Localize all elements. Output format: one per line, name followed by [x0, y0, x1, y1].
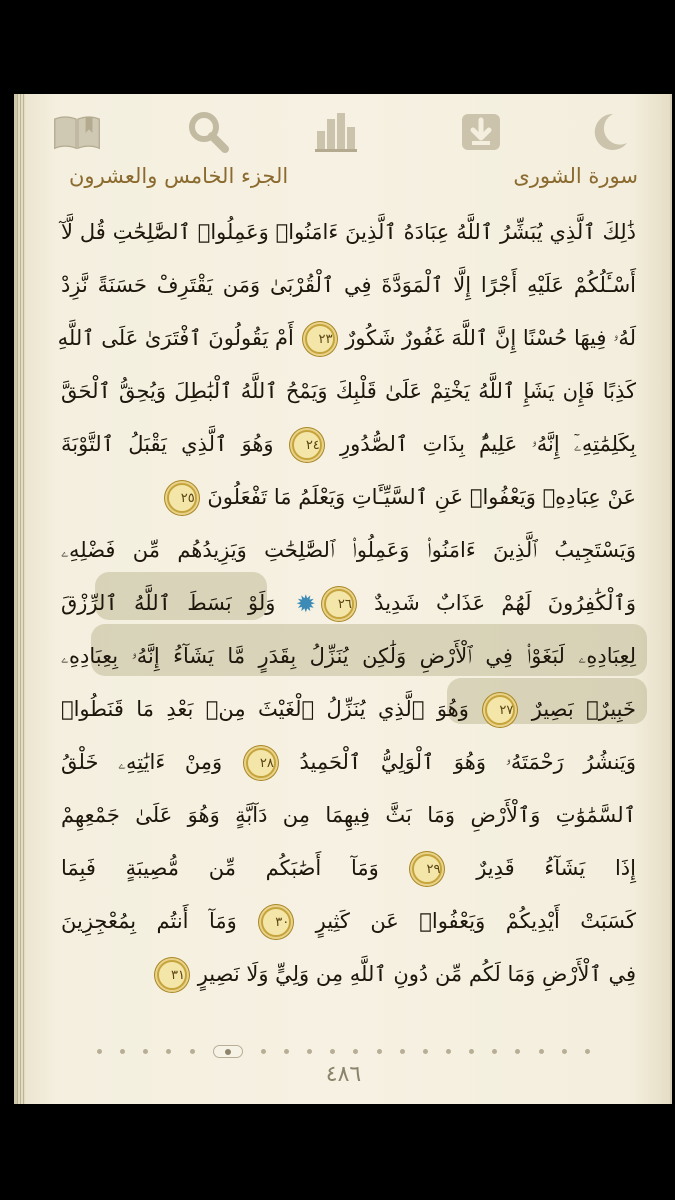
ayah-line[interactable]: [57, 524, 640, 577]
ayah-line[interactable]: [57, 418, 640, 471]
ayah-text: ٱلسَّمَٰوَٰتِ وَٱلْأَرْضِ وَمَا بَثَّ فِيهِمَا مِن دَآبَّةٍ وَهُوَ عَلَىٰ جَمْعِهِمْ: [61, 803, 636, 827]
night-mode-button[interactable]: [585, 110, 633, 154]
page-indicator-dot[interactable]: [469, 1049, 474, 1054]
ayah-text: أَمْ يَقُولُونَ ٱفْتَرَىٰ عَلَى ٱللَّهِ: [57, 326, 294, 350]
page-indicator-dot[interactable]: [353, 1049, 358, 1054]
ayah-number-marker[interactable]: ٣٠: [261, 907, 291, 937]
ayah-line[interactable]: [57, 842, 640, 895]
ayah-text: وَمِنْ ءَايَٰتِهِۦ خَلْقُ: [61, 750, 223, 774]
page-indicator-dot[interactable]: [585, 1049, 590, 1054]
page-indicator-dot[interactable]: [539, 1049, 544, 1054]
bookmarks-icon: [53, 111, 101, 153]
ayah-number-marker[interactable]: ٢٤: [292, 430, 322, 460]
ayah-line[interactable]: [57, 577, 640, 630]
page-indicator-dot[interactable]: [515, 1049, 520, 1054]
ayah-text: وَٱلْكَٰفِرُونَ لَهُمْ عَذَابٌ شَدِيدٌ: [374, 591, 636, 615]
search-icon: [187, 111, 231, 153]
ayah-line[interactable]: [57, 471, 640, 524]
ayah-text: وَيَسْتَجِيبُ ٱلَّذِينَ ءَامَنُوا۟ وَعَمِلُوا۟ ٱلصَّٰلِحَٰتِ وَيَزِيدُهُم مِّن فَضْلِهِۦ: [61, 538, 636, 562]
page-indicator-dot[interactable]: [143, 1049, 148, 1054]
ayah-line[interactable]: [57, 206, 640, 259]
ayah-line[interactable]: [57, 948, 640, 1001]
surah-title[interactable]: سورة الشورى: [513, 164, 638, 188]
ayah-line[interactable]: [57, 312, 640, 365]
ayah-line[interactable]: [57, 365, 640, 418]
ayah-text: وَهُوَ ٱلَّذِي يَقْبَلُ ٱلتَّوْبَةَ: [61, 432, 274, 456]
sajda-star-icon: ✹: [295, 589, 316, 618]
juz-title[interactable]: الجزء الخامس والعشرون: [69, 164, 289, 188]
mushaf-page: [14, 94, 672, 1104]
ayah-number-marker[interactable]: ٢٧: [485, 695, 515, 725]
ayah-line[interactable]: [57, 895, 640, 948]
ayah-line[interactable]: [57, 789, 640, 842]
ayah-text: بِكَلِمَٰتِهِۦٓ إِنَّهُۥ عَلِيمٌۢ بِذَاتِ ٱلصُّدُورِ: [340, 432, 636, 456]
ayah-line[interactable]: [57, 259, 640, 312]
ayah-text: كَسَبَتْ أَيْدِيكُمْ وَيَعْفُوا۟ عَن كَثِيرٍ: [315, 909, 636, 933]
ayah-number-marker[interactable]: ٢٣: [305, 324, 335, 354]
ayah-number-marker[interactable]: ٣١: [157, 960, 187, 990]
ayah-text: ذَٰلِكَ ٱلَّذِي يُبَشِّرُ ٱللَّهُ عِبَادَهُ ٱلَّذِينَ ءَامَنُوا۟ وَعَمِلُوا۟ ٱلصَّٰلِحَٰتِ قُل لَّآ: [61, 220, 636, 244]
ayah-text: كَذِبًا فَإِن يَشَإِ ٱللَّهُ يَخْتِمْ عَلَىٰ قَلْبِكَ وَيَمْحُ ٱللَّهُ ٱلْبَٰطِلَ وَيُحِقُّ ٱلْحَقَّ: [61, 379, 636, 403]
ayah-number-marker[interactable]: ٢٦: [324, 589, 354, 619]
ayah-text: لَهُۥ فِيهَا حُسْنًا إِنَّ ٱللَّهَ غَفُورٌ شَكُورٌ: [345, 326, 636, 350]
ayah-line[interactable]: [57, 736, 640, 789]
page-indicator-dot[interactable]: [377, 1049, 382, 1054]
page-indicator-dot[interactable]: [400, 1049, 405, 1054]
ayah-text: عَنْ عِبَادِهِۦ وَيَعْفُوا۟ عَنِ ٱلسَّيِّـَٔاتِ وَيَعْلَمُ مَا تَفْعَلُونَ: [207, 485, 636, 509]
page-indicator-dot[interactable]: [120, 1049, 125, 1054]
ayah-text: وَيَنشُرُ رَحْمَتَهُۥ وَهُوَ ٱلْوَلِيُّ ٱلْحَمِيدُ: [299, 750, 636, 774]
page-indicator-dot[interactable]: [284, 1049, 289, 1054]
page-indicator-dot[interactable]: [166, 1049, 171, 1054]
page-indicator-dot[interactable]: [330, 1049, 335, 1054]
page-indicator-dot[interactable]: [97, 1049, 102, 1054]
ayah-line[interactable]: [57, 630, 640, 683]
page-indicator-dot[interactable]: [562, 1049, 567, 1054]
ayah-text: وَلَوْ بَسَطَ ٱللَّهُ ٱلرِّزْقَ: [61, 591, 276, 615]
page-indicator-dot[interactable]: [492, 1049, 497, 1054]
page-indicator[interactable]: [97, 1044, 590, 1058]
search-button[interactable]: [185, 110, 233, 154]
page-indicator-current[interactable]: [213, 1045, 243, 1058]
download-button[interactable]: [457, 110, 505, 154]
ayah-text: وَمَآ أَصَٰبَكُم مِّن مُّصِيبَةٍ فَبِمَا: [61, 856, 379, 880]
page-indicator-dot[interactable]: [446, 1049, 451, 1054]
bookmarks-button[interactable]: [53, 110, 101, 154]
ayah-text: لِعِبَادِهِۦ لَبَغَوْا۟ فِي ٱلْأَرْضِ وَلَٰكِن يُنَزِّلُ بِقَدَرٍ مَّا يَشَآءُ إِنَّهُۥ بِعِبَادِهِۦ: [61, 644, 636, 668]
quran-text: [57, 206, 640, 1001]
ayah-number-marker[interactable]: ٢٨: [246, 748, 276, 778]
toolbar: [17, 110, 670, 158]
page-indicator-dot[interactable]: [190, 1049, 195, 1054]
page-number: ٤٨٦: [325, 1062, 362, 1087]
ayah-text: وَمَآ أَنتُم بِمُعْجِزِينَ: [61, 909, 237, 933]
ayah-text: وَهُوَ ٱلَّذِي يُنَزِّلُ ٱلْغَيْثَ مِنۢ بَعْدِ مَا قَنَطُوا۟: [61, 697, 469, 721]
moon-icon: [587, 111, 631, 153]
page-indicator-dot[interactable]: [261, 1049, 266, 1054]
stats-button[interactable]: [311, 110, 359, 154]
ayah-number-marker[interactable]: ٢٩: [412, 854, 442, 884]
ayah-line[interactable]: [57, 683, 640, 736]
ayah-text: فِي ٱلْأَرْضِ وَمَا لَكُم مِّن دُونِ ٱللَّهِ مِن وَلِيٍّ وَلَا نَصِيرٍ: [197, 962, 636, 986]
chart-icon: [313, 111, 357, 153]
page-indicator-dot[interactable]: [307, 1049, 312, 1054]
ayah-text: أَسْـَٔلُكُمْ عَلَيْهِ أَجْرًا إِلَّا ٱلْمَوَدَّةَ فِي ٱلْقُرْبَىٰ وَمَن يَقْتَرِفْ حَسَنَةً نَّزِدْ: [61, 273, 636, 297]
download-icon: [459, 111, 503, 153]
ayah-text: إِذَا يَشَآءُ قَدِيرٌ: [476, 856, 636, 880]
ayah-text: خَبِيرٌۢ بَصِيرٌ: [531, 697, 636, 721]
ayah-number-marker[interactable]: ٢٥: [167, 483, 197, 513]
page-indicator-dot[interactable]: [423, 1049, 428, 1054]
